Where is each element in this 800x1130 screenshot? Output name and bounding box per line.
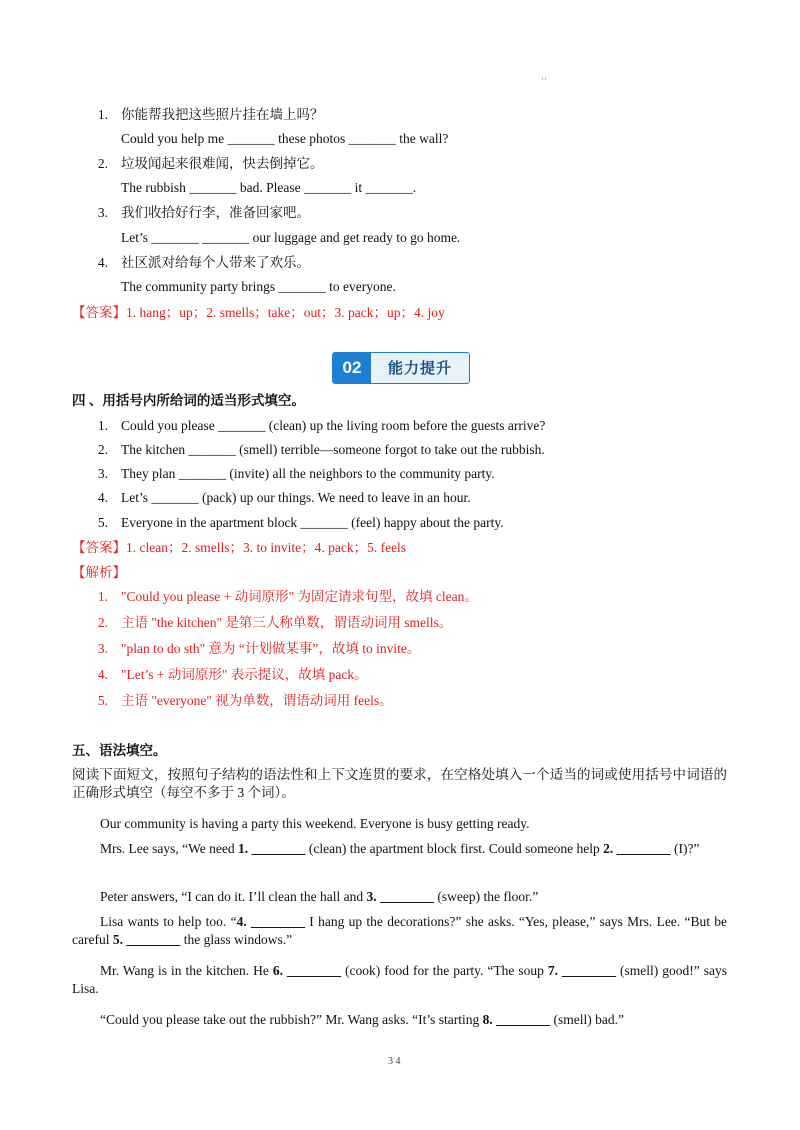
- item-number: 1.: [97, 418, 108, 433]
- passage-paragraph: [72, 888, 727, 906]
- passage-text: the glass windows.”: [180, 932, 293, 947]
- chinese-sentence: 我们收拾好行李，准备回家吧。: [121, 205, 310, 220]
- badge-label: 能力提升: [371, 353, 469, 383]
- section-heading: 五、语法填空。: [72, 743, 167, 758]
- blank-2: 2. ________: [603, 841, 671, 856]
- passage-text: “Could you please take out the rubbish?” Mr. Wang asks. “It’s starting: [100, 1012, 483, 1027]
- passage-text: Mr. Wang is in the kitchen. He: [100, 963, 273, 978]
- analysis-number: 4.: [97, 667, 108, 682]
- item-number: 1.: [97, 107, 108, 122]
- exercise-sentence: Everyone in the apartment block _______ (feel) happy about the party.: [121, 515, 504, 530]
- passage-text: I hang up the decorations?” she asks. “Yes, please,” says Mrs. Lee. “But be careful: [72, 914, 728, 947]
- analysis-label: 【解析】: [72, 565, 126, 580]
- chinese-sentence: 你能帮我把这些照片挂在墙上吗？: [121, 107, 324, 122]
- analysis-text: "Could you please + 动词原形" 为固定请求句型，故填 clean。: [121, 589, 478, 604]
- blank-5: 5. ________: [112, 932, 181, 947]
- section-heading: 四 、用括号内所给词的适当形式填空。: [72, 393, 305, 408]
- passage-text: (smell) good!” says Lisa.: [72, 963, 728, 996]
- blank-8: 8. ________: [482, 1012, 551, 1027]
- passage-paragraph: [72, 1011, 727, 1029]
- chinese-sentence: 垃圾闻起来很难闻，快去倒掉它。: [121, 156, 324, 171]
- passage-text: (clean) the apartment block first. Could someone help: [305, 841, 604, 856]
- passage-paragraph: Our community is having a party this weekend. Everyone is busy getting ready.: [100, 816, 530, 831]
- chinese-sentence: 社区派对给每个人带来了欢乐。: [121, 255, 310, 270]
- analysis-text: 主语 "the kitchen" 是第三人称单数，谓语动词用 smells。: [121, 615, 453, 630]
- passage-text: Lisa wants to help too. “: [100, 914, 237, 929]
- header-dots: ··: [541, 74, 547, 84]
- section-badge: [332, 352, 470, 384]
- exercise-sentence: Let’s _______ (pack) up our things. We need to leave in an hour.: [121, 490, 471, 505]
- badge-number: 02: [333, 353, 371, 383]
- blank-3: 3. ________: [366, 889, 435, 904]
- passage-text: Peter answers, “I can do it. I’ll clean the hall and: [100, 889, 367, 904]
- item-number: 4.: [97, 490, 108, 505]
- page-number: 3 4: [388, 1056, 401, 1067]
- blank-4: 4. ________: [236, 914, 305, 929]
- passage-paragraph: [72, 840, 727, 858]
- analysis-number: 3.: [97, 641, 108, 656]
- analysis-text: "Let’s + 动词原形" 表示提议，故填 pack。: [121, 667, 368, 682]
- passage-text: (I)?”: [670, 841, 700, 856]
- passage-text: (smell) bad.”: [550, 1012, 624, 1027]
- english-sentence: The rubbish _______ bad. Please _______ it _______.: [121, 180, 417, 195]
- analysis-number: 1.: [97, 589, 108, 604]
- exercise-sentence: They plan _______ (invite) all the neighbors to the community party.: [121, 466, 495, 481]
- passage-text: (cook) food for the party. “The soup: [341, 963, 548, 978]
- item-number: 3.: [97, 466, 108, 481]
- analysis-number: 5.: [97, 693, 108, 708]
- exercise-sentence: The kitchen _______ (smell) terrible—someone forgot to take out the rubbish.: [121, 442, 545, 457]
- item-number: 3.: [97, 205, 108, 220]
- item-number: 2.: [97, 442, 108, 457]
- answer-line: 【答案】1. clean；2. smells；3. to invite；4. pack；5. feels: [72, 540, 407, 555]
- blank-1: 1. ________: [238, 841, 306, 856]
- analysis-text: "plan to do sth" 意为 “计划做某事”，故填 to invite。: [121, 641, 421, 656]
- blank-7: 7. ________: [547, 963, 617, 978]
- english-sentence: The community party brings _______ to everyone.: [121, 279, 396, 294]
- passage-paragraph: [72, 962, 727, 998]
- passage-text: Mrs. Lee says, “We need: [100, 841, 238, 856]
- item-number: 4.: [97, 255, 108, 270]
- blank-6: 6. ________: [272, 963, 341, 978]
- analysis-number: 2.: [97, 615, 108, 630]
- instruction-text: 阅读下面短文，按照句子结构的语法性和上下文连贯的要求，在空格处填入一个适当的词或使用括号中词语的正确形式填空（每空不多于 3 个词）。: [72, 767, 727, 800]
- passage-text: (sweep) the floor.”: [434, 889, 539, 904]
- answer-line: 【答案】1. hang；up；2. smells；take；out；3. pack；up；4. joy: [72, 305, 445, 320]
- english-sentence: Let’s _______ _______ our luggage and get ready to go home.: [121, 230, 461, 245]
- exercise-sentence: Could you please _______ (clean) up the living room before the guests arrive?: [121, 418, 546, 433]
- item-number: 5.: [97, 515, 108, 530]
- analysis-text: 主语 "everyone" 视为单数，谓语动词用 feels。: [121, 693, 393, 708]
- item-number: 2.: [97, 156, 108, 171]
- passage-paragraph: [72, 913, 727, 949]
- english-sentence: Could you help me _______ these photos _______ the wall?: [121, 131, 449, 146]
